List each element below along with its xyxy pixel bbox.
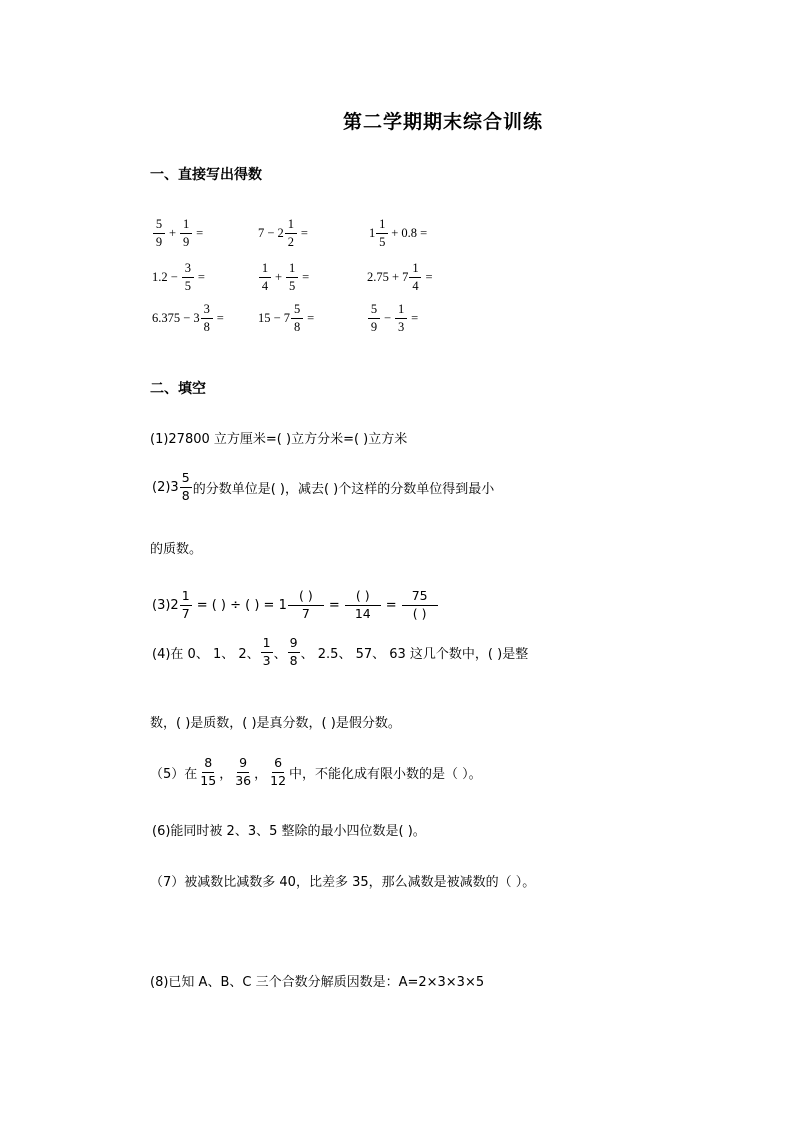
fraction: $\frac{75}{( )}$	[402, 590, 438, 620]
question-4: (4)在 0、 1、 2、 $\frac{1}{3}$ 、 $\frac{9}{8}$ 、 2.5、 57、 63 这几个数中，( )是整	[152, 635, 529, 668]
fraction: $\frac{1}{3}$	[395, 303, 407, 333]
calc-item-2: 7 − 2 $\frac{1}{2}$ =	[258, 217, 308, 249]
fraction: $\frac{8}{15}$	[200, 755, 217, 788]
section2-heading: 二、填空	[150, 381, 206, 397]
fraction: $\frac{9}{36}$	[235, 755, 252, 788]
question-2-continuation: 的质数。	[150, 542, 203, 557]
fraction: $\frac{( )}{7}$	[288, 590, 324, 620]
fraction: $\frac{1}{5}$	[286, 262, 298, 292]
question-6: (6)能同时被 2、3、5 整除的最小四位数是( )。	[152, 824, 426, 839]
fraction: $\frac{1}{3}$	[261, 637, 273, 667]
calc-item-1: $\frac{5}{9}$ + $\frac{1}{9}$ =	[152, 218, 203, 248]
fraction: $\frac{5}{9}$	[153, 218, 165, 248]
fraction: $\frac{( )}{14}$	[345, 590, 381, 620]
question-5: （5）在 $\frac{8}{15}$ ， $\frac{9}{36}$ ， $\frac{6}{12}$ 中，不能化成有限小数的是（ ）。	[150, 755, 482, 788]
page-title: 第二学期期末综合训练	[343, 111, 544, 133]
section1-heading: 一、直接写出得数	[150, 167, 262, 183]
calc-item-6: 2.75 + 7 $\frac{1}{4}$ =	[367, 261, 433, 293]
fraction: $\frac{1}{4}$	[409, 262, 421, 292]
question-3: (3)2 $\frac{1}{7}$ = ( ) ÷ ( ) = 1 $\frac{( )}{7}$ = $\frac{( )}{14}$ = $\frac{75}{( )}$	[152, 590, 439, 620]
calc-item-5: $\frac{1}{4}$ + $\frac{1}{5}$ =	[258, 262, 309, 292]
question-4-continuation: 数，( )是质数，( )是真分数，( )是假分数。	[150, 716, 401, 731]
question-7: （7）被减数比减数多 40，比差多 35，那么减数是被减数的（ ）。	[150, 875, 536, 890]
calc-item-7: 6.375 − 3 $\frac{3}{8}$ =	[152, 302, 224, 334]
fraction: $\frac{1}{7}$	[180, 590, 192, 620]
fraction: $\frac{3}{8}$	[201, 303, 213, 333]
fraction: $\frac{1}{4}$	[259, 262, 271, 292]
calc-item-4: 1.2 − $\frac{3}{5}$ =	[152, 261, 205, 293]
fraction: $\frac{5}{8}$	[180, 472, 192, 502]
calc-item-3: 1 $\frac{1}{5}$ + 0.8 =	[369, 217, 428, 249]
question-2: (2)3 $\frac{5}{8}$ 的分数单位是( )，减去( )个这样的分数单位得到最小	[152, 470, 495, 503]
fraction: $\frac{1}{9}$	[180, 218, 192, 248]
question-1: (1)27800 立方厘米=( )立方分米=( )立方米	[150, 432, 408, 447]
question-8: (8)已知 A、B、C 三个合数分解质因数是：A=2×3×3×5	[150, 975, 485, 990]
fraction: $\frac{5}{8}$	[291, 303, 303, 333]
calc-item-8: 15 − 7 $\frac{5}{8}$ =	[258, 302, 315, 334]
fraction: $\frac{6}{12}$	[270, 755, 287, 788]
calc-item-9: $\frac{5}{9}$ − $\frac{1}{3}$ =	[367, 303, 418, 333]
fraction: $\frac{1}{5}$	[376, 218, 388, 248]
fraction: $\frac{5}{9}$	[368, 303, 380, 333]
fraction: $\frac{9}{8}$	[288, 637, 300, 667]
fraction: $\frac{3}{5}$	[182, 262, 194, 292]
fraction: $\frac{1}{2}$	[285, 218, 297, 248]
